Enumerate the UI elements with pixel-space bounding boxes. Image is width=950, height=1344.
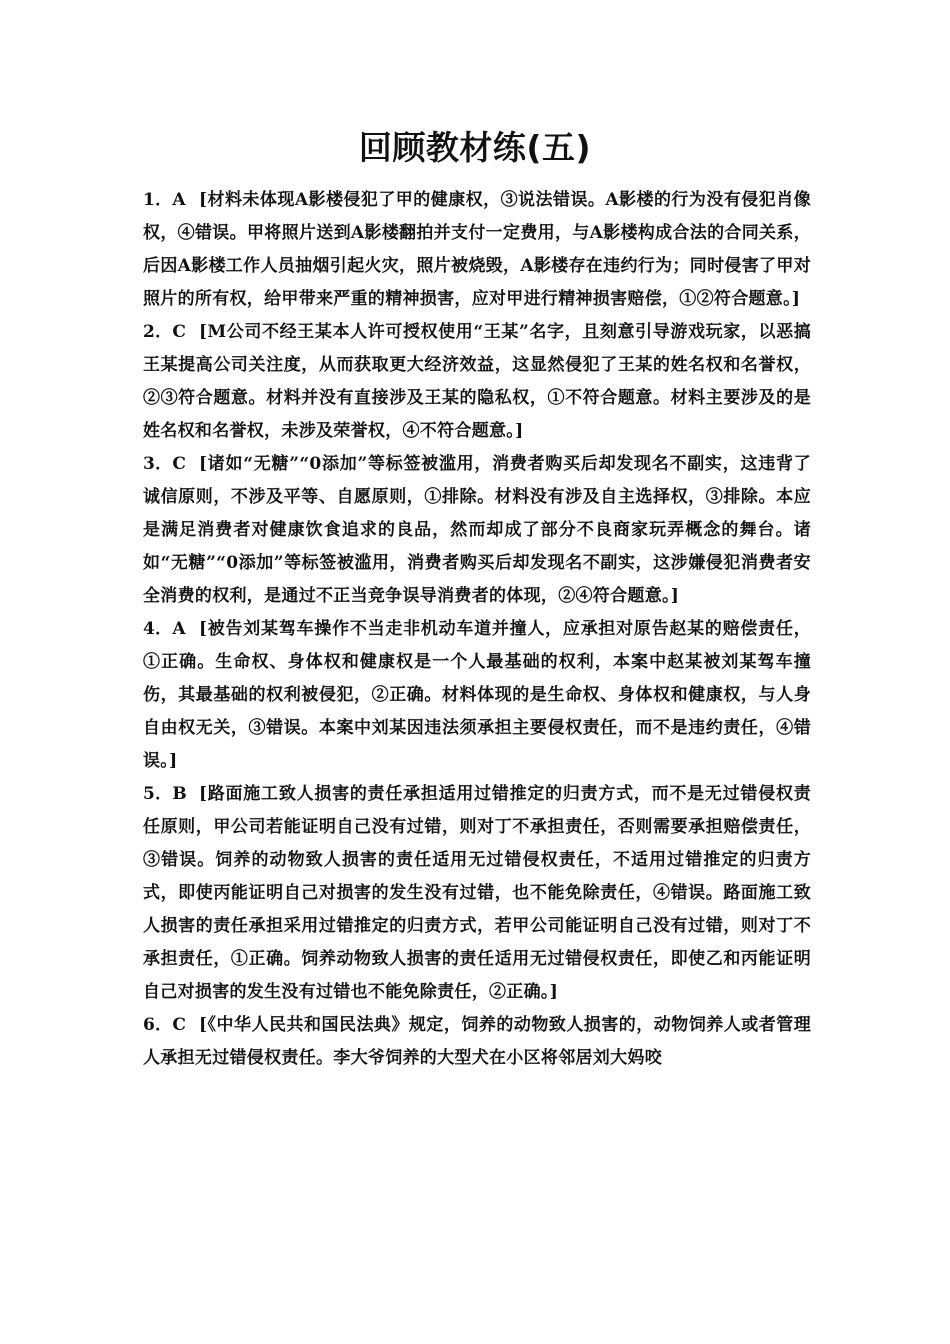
- answer-item-1: [143, 184, 811, 316]
- answer-item-2: [143, 316, 811, 448]
- answer-explanation: [《中华人民共和国民法典》规定，饲养的动物致人损害的，动物饲养人或者管理人承担无过错侵权责任。李大爷饲养的大型犬在小区将邻居刘大妈咬: [143, 1015, 811, 1068]
- answer-explanation: [路面施工致人损害的责任承担适用过错推定的归责方式，而不是无过错侵权责任原则，甲公司若能证明自己没有过错，则对丁不承担责任，否则需要承担赔偿责任，③错误。饲养的动物致人损害的责任适用无过错侵权责任，不适用过错推定的归责方式，即使丙能证明自己对损害的发生没有过错，也不能免除责任，④错误。路面施工致人损害的责任承担采用过错推定的归责方式，若甲公司能证明自己没有过错，则对丁不承担责任，①正确。饲养动物致人损害的责任适用无过错侵权责任，即使乙和丙能证明自己对损害的发生没有过错也不能免除责任，②正确。]: [143, 784, 811, 1002]
- answer-item-6: [143, 1009, 811, 1075]
- answer-explanation: [诸如“无糖”“0添加”等标签被滥用，消费者购买后却发现名不副实，这违背了诚信原则，不涉及平等、自愿原则，①排除。材料没有涉及自主选择权，③排除。本应是满足消费者对健康饮食追求的良品，然而却成了部分不良商家玩弄概念的舞台。诸如“无糖”“0添加”等标签被滥用，消费者购买后却发现名不副实，这涉嫌侵犯消费者安全消费的权利，是通过不正当竞争误导消费者的体现，②④符合题意。]: [143, 454, 811, 606]
- answer-label: 4．A: [143, 619, 186, 639]
- answer-label: 3．C: [143, 454, 187, 474]
- answer-explanation: [材料未体现A影楼侵犯了甲的健康权，③说法错误。A影楼的行为没有侵犯肖像权，④错误。甲将照片送到A影楼翻拍并支付一定费用，与A影楼构成合法的合同关系，后因A影楼工作人员抽烟引起火灾，照片被烧毁，A影楼存在违约行为；同时侵害了甲对照片的所有权，给甲带来严重的精神损害，应对甲进行精神损害赔偿，①②符合题意。]: [143, 190, 811, 309]
- answer-explanation: [M公司不经王某本人许可授权使用“王某”名字，且刻意引导游戏玩家，以恶搞王某提高公司关注度，从而获取更大经济效益，这显然侵犯了王某的姓名权和名誉权，②③符合题意。材料并没有直接涉及王某的隐私权，①不符合题意。材料主要涉及的是姓名权和名誉权，未涉及荣誉权，④不符合题意。]: [143, 322, 811, 441]
- answer-label: 2．C: [143, 322, 187, 342]
- answer-explanation: [被告刘某驾车操作不当走非机动车道并撞人，应承担对原告赵某的赔偿责任，①正确。生命权、身体权和健康权是一个人最基础的权利，本案中赵某被刘某驾车撞伤，其最基础的权利被侵犯，②正确。材料体现的是生命权、身体权和健康权，与人身自由权无关，③错误。本案中刘某因违法须承担主要侵权责任，而不是违约责任，④错误。]: [143, 619, 811, 771]
- answer-label: 6．C: [143, 1015, 187, 1035]
- answer-item-4: [143, 613, 811, 778]
- page-title: 回顾教材练(五): [358, 128, 592, 167]
- answer-list: [143, 184, 811, 1075]
- answer-label: 5．B: [143, 784, 188, 804]
- answer-item-3: [143, 448, 811, 613]
- answer-label: 1．A: [143, 190, 186, 210]
- answer-item-5: [143, 778, 811, 1009]
